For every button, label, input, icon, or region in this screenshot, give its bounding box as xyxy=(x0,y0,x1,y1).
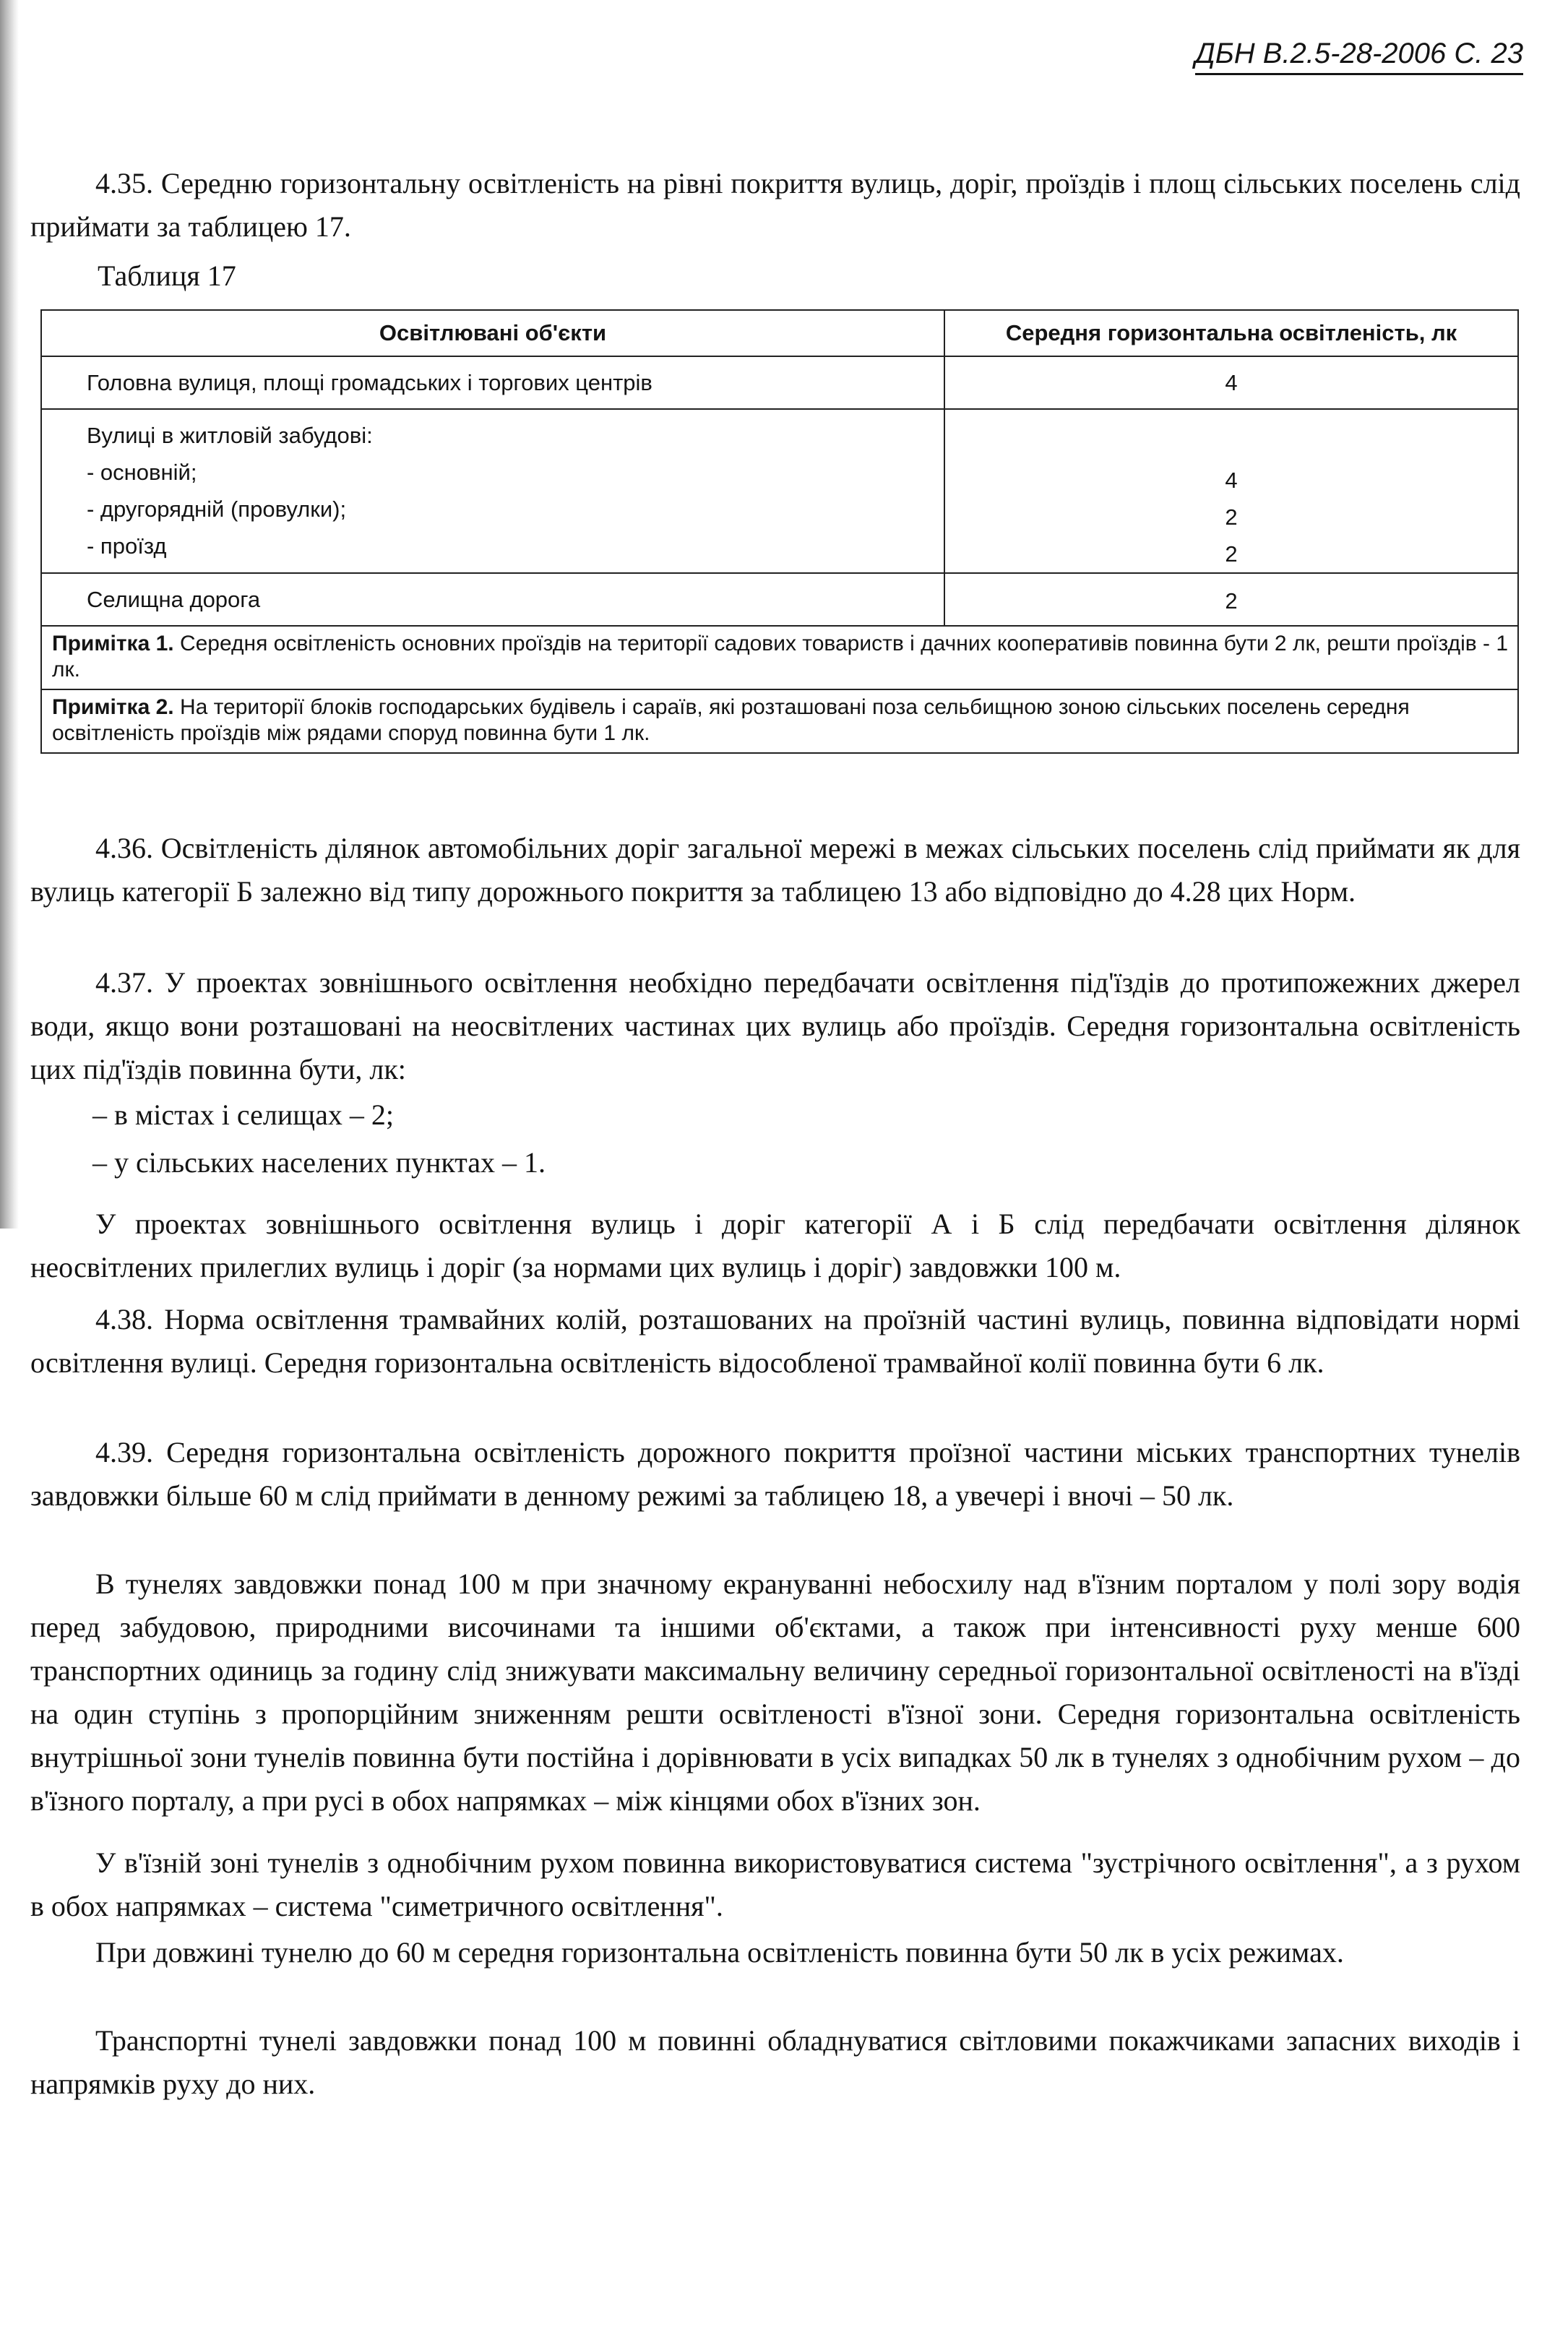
paragraph-4-38: 4.38. Норма освітлення трамвайних колій, розташованих на проїзній частині вулиць, повинна відповідати нормі освітлення вулиці. Середня горизонтальна освітленість відособленої трамвайної колії повинна бути 6 лк. xyxy=(30,1303,1520,1379)
paragraph-4-36: 4.36. Освітленість ділянок автомобільних доріг загальної мережі в межах сільських поселень слід приймати як для вулиць категорії Б залежно від типу дорожнього покриття за таблицею 13 або відповідно до 4.28 цих Норм. xyxy=(30,832,1520,908)
note-2-title: Примітка 2. xyxy=(52,695,174,719)
paragraph-4-39-short-tunnel: При довжині тунелю до 60 м середня горизонтальна освітленість повинна бути 50 лк в усіх режимах. xyxy=(95,1936,1344,1969)
paragraph-4-39-exit-signs: Транспортні тунелі завдовжки понад 100 м повинні обладнуватися світловими покажчиками запасних виходів і напрямків руху до них. xyxy=(30,2024,1520,2100)
paragraph-4-35: 4.35. Середню горизонтальну освітленість на рівні покриття вулиць, доріг, проїздів і площ сільських поселень слід приймати за таблицею 17. xyxy=(30,167,1520,243)
table-header-row xyxy=(41,310,1518,356)
residential-main: - основній; xyxy=(87,460,197,485)
value-secondary: 2 xyxy=(1225,504,1238,530)
scan-edge-shadow xyxy=(0,0,19,1229)
paragraph-4-37: 4.37. У проектах зовнішнього освітлення необхідно передбачати освітлення під'їздів до протипожежних джерел води, якщо вони розташовані на неосвітлених частинах цих вулиць або проїздів. Середня горизонтальна освітленість цих під'їздів повинна бути, лк: xyxy=(30,966,1520,1085)
col-header-objects: Освітлювані об'єкти xyxy=(41,310,944,356)
paragraph-4-37-extra: У проектах зовнішнього освітлення вулиць і доріг категорії А і Б слід передбачати освітлення ділянок неосвітлених прилеглих вулиць і доріг (за нормами цих вулиць і доріг) завдовжки 100 м. xyxy=(30,1208,1520,1283)
table-17 xyxy=(40,309,1519,754)
table-row xyxy=(41,573,1518,626)
residential-passage: - проїзд xyxy=(87,533,167,559)
row-label-main-street: Головна вулиця, площі громадських і торгових центрів xyxy=(41,356,944,409)
note-1-text: Середня освітленість основних проїздів на території садових товариств і дачних кооперативів повинна бути 2 лк, решти проїздів - 1 лк. xyxy=(52,632,1509,681)
residential-heading: Вулиці в житловій забудові: xyxy=(87,423,373,448)
row-value-village-road: 2 xyxy=(944,573,1518,626)
row-values-residential xyxy=(944,409,1518,573)
residential-secondary: - другорядній (провулки); xyxy=(87,496,347,522)
value-passage: 2 xyxy=(1225,541,1238,567)
table-caption: Таблиця 17 xyxy=(98,259,236,292)
note-2 xyxy=(41,689,1518,753)
value-main: 4 xyxy=(1225,468,1238,493)
page-header: ДБН В.2.5-28-2006 С. 23 xyxy=(1195,38,1523,75)
list-item: – в містах і селищах – 2; xyxy=(92,1098,394,1131)
row-value-main-street: 4 xyxy=(944,356,1518,409)
note-2-text: На території блоків господарських будівель і сараїв, які розташовані поза сельбищною зоною сільських поселень середня освітленість проїздів між рядами споруд повинна бути 1 лк. xyxy=(52,695,1410,745)
paragraph-4-39-tunnels: В тунелях завдовжки понад 100 м при значному екрануванні небосхилу над в'їзним порталом у полі зору водія перед забудовою, природними височинами та іншими об'єктами, а також при інтенсивності руху менше 600 транспортних одиниць за годину слід знижувати максимальну величину середньої горизонтальної освітленості на в'їзді на один ступінь з пропорційним зниженням решти освітленості в'їзної зони. Середня горизонтальна освітленість внутрішньої зони тунелів повинна бути постійна і дорівнювати в усіх випадках 50 лк в тунелях з однобічним рухом – до в'їзного порталу, а при русі в обох напрямках – між кінцями обох в'їзних зон. xyxy=(30,1567,1520,1817)
bullet-list xyxy=(92,1091,546,1187)
table-row xyxy=(41,356,1518,409)
col-header-illuminance: Середня горизонтальна освітленість, лк xyxy=(944,310,1518,356)
table-row xyxy=(41,409,1518,573)
table-note-row xyxy=(41,689,1518,753)
note-1-title: Примітка 1. xyxy=(52,632,174,655)
list-item: – у сільських населених пунктах – 1. xyxy=(92,1146,546,1179)
paragraph-4-39: 4.39. Середня горизонтальна освітленість дорожного покриття проїзної частини міських транспортних тунелів завдовжки більше 60 м слід приймати в денному режимі за таблицею 18, а увечері і вночі – 50 лк. xyxy=(30,1436,1520,1512)
row-label-village-road: Селищна дорога xyxy=(41,573,944,626)
paragraph-4-39-entry-zone: У в'їзній зоні тунелів з однобічним рухом повинна використовуватися система "зустрічного освітлення", а з рухом в обох напрямках – система "симетричного освітлення". xyxy=(30,1846,1520,1922)
note-1 xyxy=(41,626,1518,689)
row-label-residential xyxy=(41,409,944,573)
table-note-row xyxy=(41,626,1518,689)
